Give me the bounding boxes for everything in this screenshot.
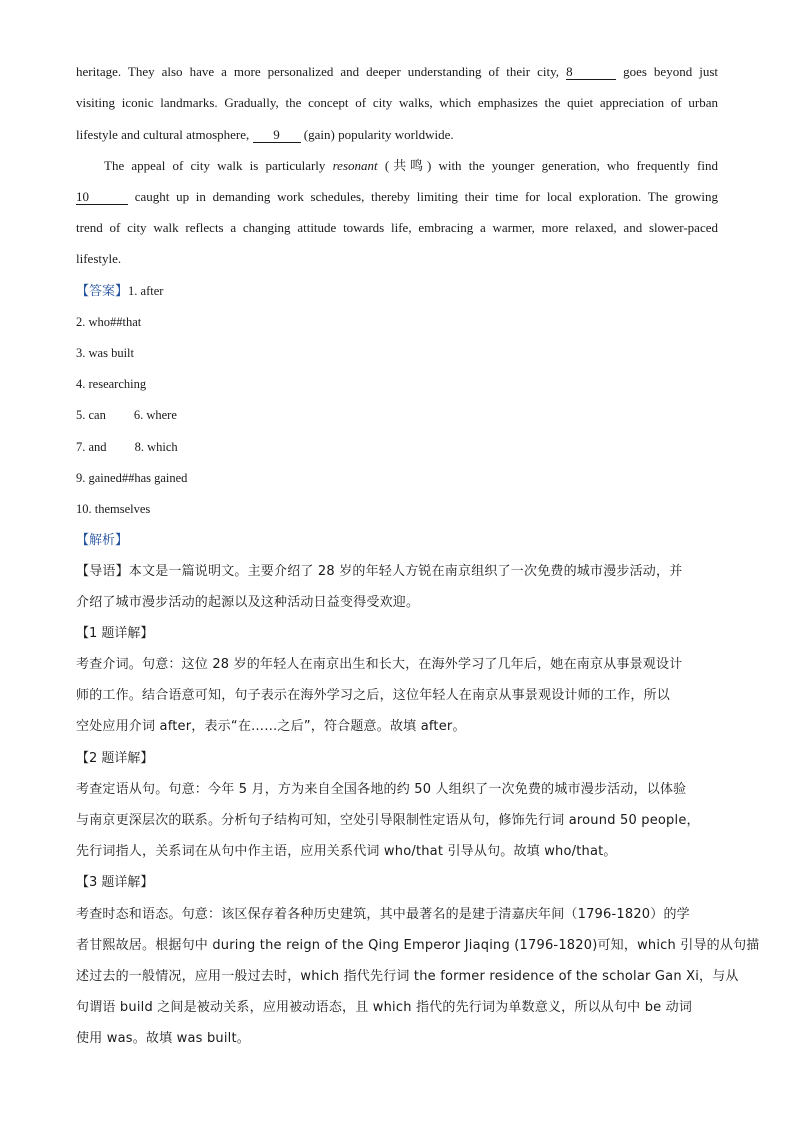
analysis-line xyxy=(76,811,718,831)
answer-item: 10. themselves xyxy=(76,502,151,516)
answer-line xyxy=(76,405,718,425)
passage-text: visiting iconic landmarks. Gradually, the concept of city walks, which emphasizes the quiet appreciation of urban xyxy=(76,95,718,110)
analysis-text: 师的工作。结合语意可知，句子表示在海外学习之后，这位年轻人在南京从事景观设计师的工作，所以 xyxy=(76,688,671,703)
passage-line xyxy=(76,125,718,145)
analysis-text: 考查介词。句意：这位 28 岁的年轻人在南京出生和长大，在海外学习了几年后，她在南京从事景观设计 xyxy=(76,657,683,672)
passage-italic-word: resonant xyxy=(332,158,378,173)
passage-line xyxy=(76,249,718,269)
passage-text: (gain) popularity worldwide. xyxy=(303,127,454,142)
analysis-text: 先行词指人，关系词在从句中作主语，应用关系代词 who/that 引导从句。故填 who/that。 xyxy=(76,844,617,859)
answer-item: 7. and xyxy=(76,440,107,454)
passage-text: (共鸣) with the younger generation, who frequently find xyxy=(384,158,719,173)
analysis-text: 述过去的一般情况，应用一般过去时，which 指代先行词 the former residence of the scholar Gan Xi，与从 xyxy=(76,969,739,984)
analysis-text: 考查定语从句。句意：今年 5 月，方为来自全国各地的约 50 人组织了一次免费的城市漫步活动，以体验 xyxy=(76,782,687,797)
answer-line xyxy=(76,468,718,488)
question-header-text: 【3 题详解】 xyxy=(76,875,154,890)
question-header xyxy=(76,873,718,893)
analysis-line xyxy=(76,967,739,987)
answer-item: 3. was built xyxy=(76,346,134,360)
answer-line xyxy=(76,312,718,332)
passage-text: The appeal of city walk is particularly xyxy=(104,158,326,173)
analysis-line xyxy=(76,936,760,956)
answer-line xyxy=(76,374,718,394)
answer-item: 5. can xyxy=(76,408,106,422)
passage-text: goes beyond just xyxy=(623,64,718,79)
answer-item: 6. where xyxy=(133,408,177,422)
analysis-text: 者甘熙故居。根据句中 during the reign of the Qing Emperor Jiaqing (1796-1820)可知，which 引导的从句描 xyxy=(76,938,760,953)
answer-item: 4. researching xyxy=(76,377,147,391)
answer-label: 【答案】 xyxy=(76,284,129,299)
analysis-line xyxy=(76,655,718,675)
question-header-text: 【2 题详解】 xyxy=(76,751,154,766)
analysis-line xyxy=(76,562,718,582)
answer-item: 8. which xyxy=(134,440,178,454)
answer-item: 9. gained##has gained xyxy=(76,471,188,485)
blank-8: 8 xyxy=(566,64,616,80)
analysis-text: 使用 was。故填 was built。 xyxy=(76,1031,250,1046)
analysis-text: 与南京更深层次的联系。分析句子结构可知，空处引导限制性定语从句，修饰先行词 around 50 people， xyxy=(76,813,700,828)
analysis-line xyxy=(76,905,718,925)
answer-line xyxy=(76,343,718,363)
analysis-text: 介绍了城市漫步活动的起源以及这种活动日益变得受欢迎。 xyxy=(76,595,420,610)
analysis-header-line xyxy=(76,530,718,551)
passage-text: heritage. They also have a more personalized and deeper understanding of their city, xyxy=(76,64,560,79)
question-header xyxy=(76,749,718,769)
answer-line xyxy=(76,437,718,457)
analysis-text: 空处应用介词 after，表示“在……之后”，符合题意。故填 after。 xyxy=(76,719,466,734)
blank-9: 9 xyxy=(253,127,301,143)
answer-item: 2. who##that xyxy=(76,315,142,329)
passage-text: lifestyle and cultural atmosphere, xyxy=(76,127,250,142)
passage-line xyxy=(76,62,718,82)
analysis-line xyxy=(76,1029,718,1049)
passage-text: lifestyle. xyxy=(76,251,122,266)
analysis-line xyxy=(76,686,718,706)
analysis-text: 句谓语 build 之间是被动关系，应用被动语态，且 which 指代的先行词为单数意义，所以从句中 be 动词 xyxy=(76,1000,693,1015)
analysis-line xyxy=(76,998,718,1018)
analysis-text: 考查时态和语态。句意：该区保存着各种历史建筑，其中最著名的是建于清嘉庆年间（1796-1820）的学 xyxy=(76,907,690,922)
analysis-line xyxy=(76,780,718,800)
passage-line xyxy=(76,93,718,113)
passage-line xyxy=(76,187,718,207)
analysis-label: 【解析】 xyxy=(76,533,129,548)
passage-line xyxy=(76,156,718,176)
analysis-text: 【导语】本文是一篇说明文。主要介绍了 28 岁的年轻人方锐在南京组织了一次免费的城市漫步活动，并 xyxy=(76,564,683,579)
analysis-line xyxy=(76,593,718,613)
analysis-line xyxy=(76,842,718,862)
passage-text: trend of city walk reflects a changing attitude towards life, embracing a warmer, more relaxed, and slower-paced xyxy=(76,220,718,235)
analysis-line xyxy=(76,717,718,737)
question-header xyxy=(76,624,718,644)
blank-10: 10 xyxy=(76,189,128,205)
question-header-text: 【1 题详解】 xyxy=(76,626,154,641)
passage-text: caught up in demanding work schedules, thereby limiting their time for local exploration. The growing xyxy=(134,189,719,204)
answer-item: 1. after xyxy=(128,284,164,298)
passage-line xyxy=(76,218,718,238)
answer-line xyxy=(76,281,718,302)
answer-line xyxy=(76,499,718,519)
